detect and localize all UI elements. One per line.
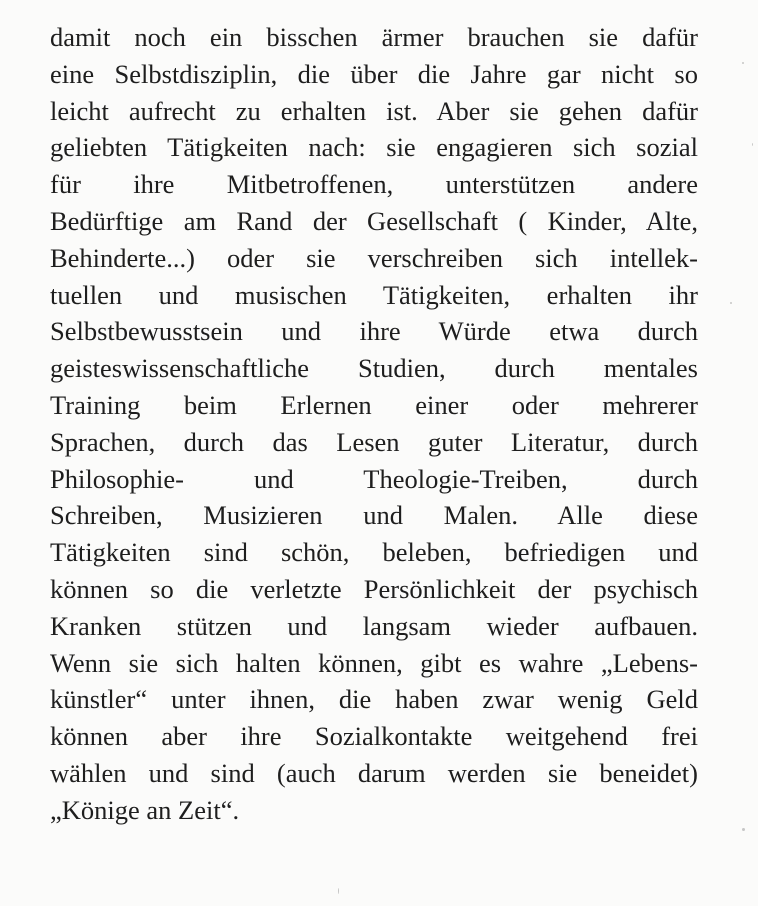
text-line-16: können so die verletzte Persönlichkeit der psychisch bbox=[50, 573, 698, 604]
text-line-22: „Könige an Zeit“. bbox=[50, 794, 240, 825]
body-text bbox=[50, 19, 698, 829]
text-line-9: Selbstbewusstsein und ihre Würde etwa durch bbox=[50, 316, 698, 347]
text-line-3: leicht aufrecht zu erhalten ist. Aber sie gehen dafür bbox=[50, 95, 698, 126]
text-line-21: wählen und sind (auch darum werden sie beneidet) bbox=[50, 757, 698, 788]
scan-speck bbox=[752, 143, 753, 146]
text-line-17: Kranken stützen und langsam wieder aufbauen. bbox=[50, 610, 698, 641]
text-line-5: für ihre Mitbetroffenen, unterstützen andere bbox=[50, 169, 698, 200]
text-line-13: Philosophie- und Theologie-Treiben, durch bbox=[50, 463, 698, 494]
scan-speck bbox=[742, 62, 744, 64]
text-line-12: Sprachen, durch das Lesen guter Literatur, durch bbox=[50, 426, 698, 457]
text-line-11: Training beim Erlernen einer oder mehrerer bbox=[50, 389, 698, 420]
text-line-1: damit noch ein bisschen ärmer brauchen sie dafür bbox=[50, 22, 698, 52]
text-line-14: Schreiben, Musizieren und Malen. Alle diese bbox=[50, 500, 698, 531]
scan-speck bbox=[730, 302, 732, 304]
text-line-2: eine Selbstdisziplin, die über die Jahre gar nicht so bbox=[50, 58, 698, 89]
text-line-8: tuellen und musischen Tätigkeiten, erhalten ihr bbox=[50, 279, 698, 310]
text-line-4: geliebten Tätigkeiten nach: sie engagieren sich sozial bbox=[50, 132, 698, 163]
text-line-10: geisteswissenschaftliche Studien, durch mentales bbox=[50, 353, 698, 384]
text-line-18: Wenn sie sich halten können, gibt es wahre „Lebens- bbox=[50, 647, 698, 678]
text-line-20: können aber ihre Sozialkontakte weitgehend frei bbox=[50, 721, 698, 752]
text-line-19: künstler“ unter ihnen, die haben zwar wenig Geld bbox=[50, 684, 698, 715]
scan-speck bbox=[338, 888, 339, 894]
text-line-7: Behinderte...) oder sie verschreiben sich intellek- bbox=[50, 242, 698, 273]
text-line-15: Tätigkeiten sind schön, beleben, befriedigen und bbox=[50, 537, 698, 568]
text-line-6: Bedürftige am Rand der Gesellschaft ( Kinder, Alte, bbox=[50, 205, 698, 236]
scan-speck bbox=[742, 828, 745, 831]
